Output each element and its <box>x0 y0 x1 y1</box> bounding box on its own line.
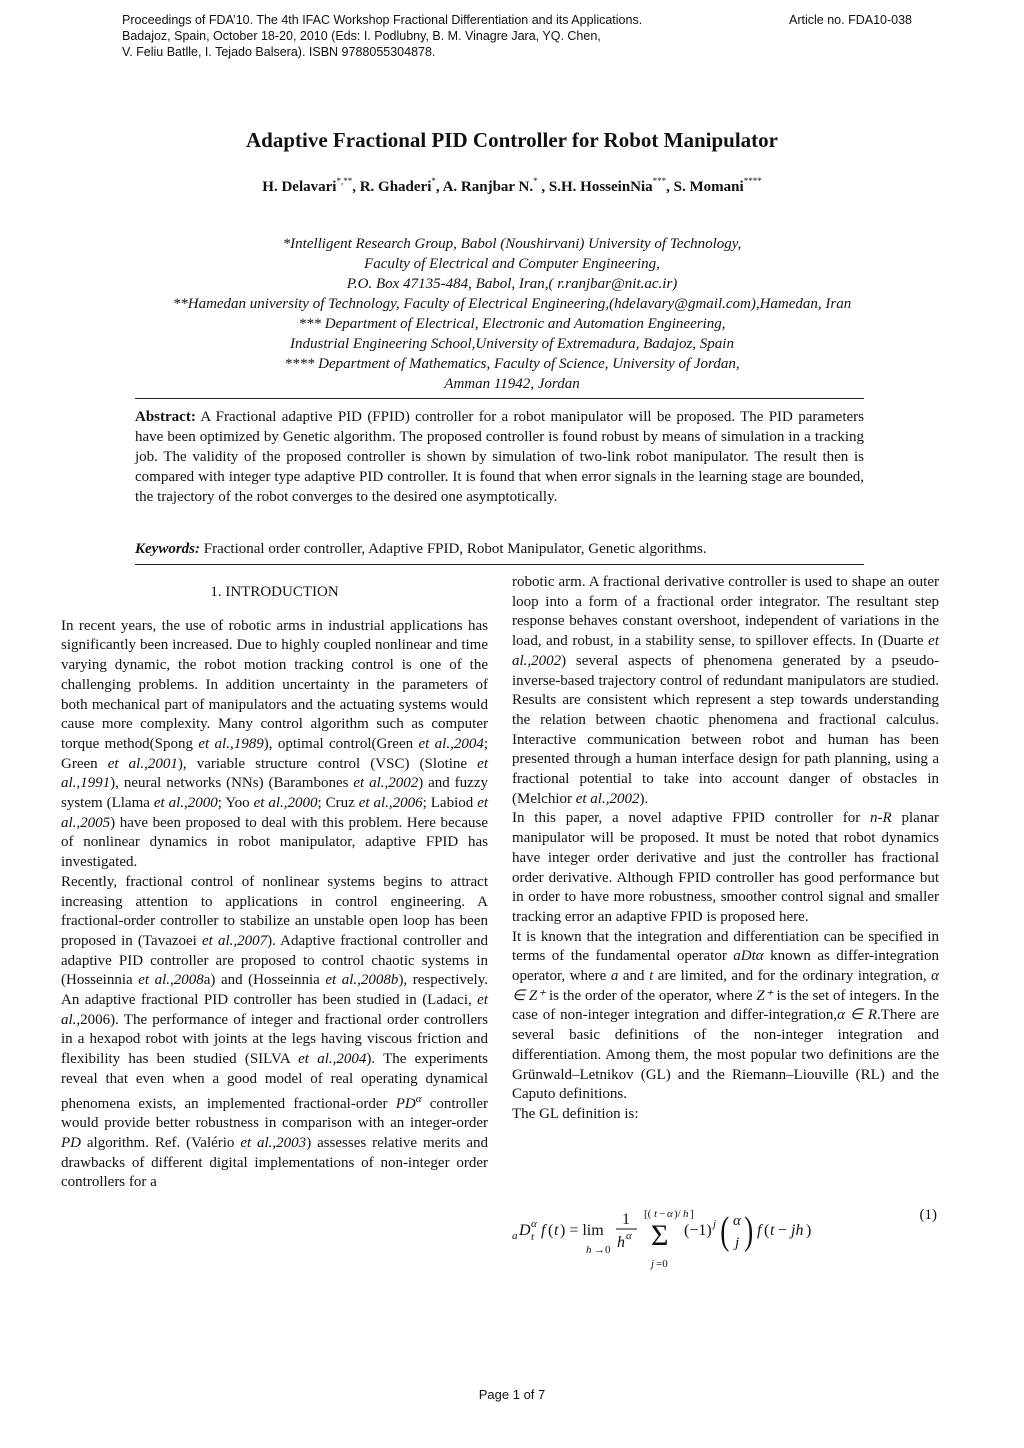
math-a: a <box>610 968 619 985</box>
abstract-label: Abstract: <box>135 409 196 425</box>
affiliation-line: Industrial Engineering School,University of Extremadura, Badajoz, Spain <box>290 336 734 352</box>
intro-paragraph-2 <box>61 873 488 1193</box>
header-line-1: Proceedings of FDA’10. The 4th IFAC Workshop Fractional Differentiation and its Applications. <box>122 13 643 27</box>
text-run: ; Green <box>61 735 489 772</box>
citation: et al.,2004 <box>298 1051 367 1068</box>
text-run: ), respectively. An adaptive fractional PID controller has been studied in (Ladaci, <box>61 972 488 1009</box>
author-mark: * <box>431 176 436 186</box>
svg-text:Σ: Σ <box>651 1219 669 1252</box>
abstract-text: A Fractional adaptive PID (FPID) controller for a robot manipulator will be proposed. The PID parameters have been optimized by Genetic algorithm. The proposed controller is found robust by means of simulation in a tracking job. The validity of the proposed controller is shown by simulation of two-link robot manipulator. The result then is compared with integer type adaptive PID controller. It is found that when error signals in the learning stage are bounded, the trajectory of the robot converges to the desired one asymptotically. <box>135 409 864 505</box>
keywords-text: Fractional order controller, Adaptive FPID, Robot Manipulator, Genetic algorithms. <box>203 541 707 557</box>
citation: et al.,2000 <box>153 795 218 812</box>
author-name: H. Delavari <box>262 179 337 195</box>
affiliation-line: P.O. Box 47135-484, Babol, Iran,( r.ranjbar@nit.ac.ir) <box>346 276 678 292</box>
section-heading: 1. INTRODUCTION <box>210 584 339 600</box>
author-sep: , <box>352 179 360 195</box>
math-nr: n-R <box>870 810 892 827</box>
svg-text:t: t <box>654 1208 658 1220</box>
author-name: S. Momani <box>673 179 744 195</box>
svg-text:t: t <box>554 1222 559 1239</box>
svg-text:−: − <box>659 1208 666 1220</box>
math-alpha-in-r: α ∈ R <box>837 1007 878 1024</box>
text-run: ) and fuzzy system (Llama <box>61 775 488 812</box>
citation: et al.,2008 <box>138 972 204 989</box>
citation: et al.,2002 <box>512 633 939 669</box>
keywords <box>135 539 864 559</box>
citation: et al.,1989 <box>198 735 264 752</box>
svg-text:→0: →0 <box>594 1244 611 1256</box>
svg-text:α: α <box>626 1230 632 1242</box>
math-alpha-in-z: α ∈ Z⁺ <box>512 968 939 1004</box>
text-run: ) have been proposed to deal with this problem. Here because of nonlinear dynamics in robot manipulator, adaptive FPID has investigated. <box>61 814 488 871</box>
text-run: ) several aspects of phenomena generated by a pseudo-inverse-based trajectory control of redundant manipulators are studied. Results are consistent which represent a step towards understanding the relation between chaotic phenomena and fractional calculus. Interactive communication between robot and human has been presented through a human interface design for path planning, using a fractional potential to take into account danger of obstacles in (Melchior <box>512 652 939 807</box>
svg-text:α: α <box>667 1208 673 1220</box>
text-run: and <box>618 968 650 985</box>
svg-text:a: a <box>512 1230 518 1242</box>
page-number: Page 1 of 7 <box>478 1387 546 1402</box>
citation: et al.,2008b <box>325 972 399 989</box>
text-run: In recent years, the use of robotic arms in industrial applications has significantly been increased. Due to highly coupled nonlinear and time varying dynamic, the robot motion tracking control is one of the challenging problems. In addition uncertainty in the parameters of both mechanical part of manipulators and the actuating systems would cause more complexity. Many control algorithm such as computer torque method(Spong <box>61 617 488 752</box>
svg-text:(−1): (−1) <box>684 1222 712 1239</box>
text-run: 2006). The performance of integer and fractional order controllers in a hexapod robot with joints at the legs having viscous friction and flexibility has been studied (SILVA <box>61 1011 488 1068</box>
svg-text:h: h <box>586 1244 592 1256</box>
citation: et al.,2005 <box>61 795 489 831</box>
header-line-3: V. Feliu Batlle, I. Tejado Balsera). ISBN 9788055304878. <box>122 45 436 59</box>
svg-text:f: f <box>757 1222 762 1239</box>
text-run: robotic arm. A fractional derivative controller is used to shape an outer loop into a form of a fractional order integrator. The resultant step response behaves constant overshoot, independent of variations in the load, and robust, in a stability sense, to spillover effects. In (Duarte <box>512 574 939 650</box>
svg-text:jh: jh <box>791 1222 804 1239</box>
left-column <box>61 583 488 1193</box>
gl-definition-formula <box>512 1205 892 1275</box>
citation: et al.,2004 <box>418 735 484 752</box>
svg-text:j: j <box>713 1218 717 1230</box>
citation: et al.,2003 <box>240 1134 307 1151</box>
text-run: algorithm. Ref. (Valério <box>81 1134 241 1151</box>
svg-text:)/: )/ <box>674 1208 681 1220</box>
author-sep: , <box>537 179 549 195</box>
right-paragraph-2 <box>512 809 939 927</box>
svg-text:[(: [( <box>644 1208 652 1220</box>
text-run: ). The experiments reveal that even when a good model of real operating dynamical phenomena exists, an implemented fractional-order <box>61 1051 488 1112</box>
author-name: A. Ranjbar N. <box>442 179 534 195</box>
text-run: a) and (Hosseinnia <box>203 972 326 989</box>
author-list <box>0 176 1024 196</box>
text-run: ) assesses relative merits and drawbacks of different digital implementations of non-integer order controllers for a <box>61 1134 488 1191</box>
right-paragraph-3 <box>512 928 939 1105</box>
text-run: ), neural networks (NNs) (Barambones <box>110 775 354 792</box>
math-pd: PD <box>61 1134 81 1151</box>
header-line-2: Badajoz, Spain, October 18-20, 2010 (Eds: I. Podlubny, B. M. Vinagre Jara, YQ. Chen, <box>122 29 601 43</box>
svg-text:=0: =0 <box>656 1258 668 1270</box>
intro-paragraph-1 <box>61 617 488 873</box>
affiliation-line: **** Department of Mathematics, Faculty of Science, University of Jordan, <box>284 356 740 372</box>
math-t: t <box>649 968 654 985</box>
text-run: controller would provide better robustness in comparison with an integer-order <box>61 1095 489 1132</box>
text-run: is the set of integers. In the case of non-integer integration and differ-integration, <box>512 987 939 1024</box>
math-operator: aDtα <box>733 948 764 965</box>
text-run: ). <box>639 790 649 807</box>
svg-text:j: j <box>651 1258 655 1270</box>
text-run: is the order of the operator, where <box>545 987 757 1004</box>
svg-text:h: h <box>617 1234 625 1251</box>
svg-text:−: − <box>778 1222 788 1239</box>
svg-text:D: D <box>519 1222 531 1239</box>
text-run: known as differ-integration operator, where <box>512 948 940 985</box>
citation: et al.,2001 <box>107 755 178 772</box>
svg-text:f: f <box>541 1222 546 1239</box>
author-name: R. Ghaderi <box>359 179 432 195</box>
text-run: planar manipulator will be proposed. It must be noted that robot dynamics have integer order derivative and just the controller has fractional order derivative. Although FPID controller has good performance but in order to have more robustness, smoother control signal and smaller tracking error an adaptive FPID is proposed here. <box>512 810 939 925</box>
text-run: ), optimal control(Green <box>263 735 419 752</box>
svg-text:α: α <box>733 1213 741 1229</box>
affiliation-line: *Intelligent Research Group, Babol (Noushirvani) University of Technology, <box>282 236 742 252</box>
svg-text:(: ( <box>720 1209 730 1253</box>
text-run: ), variable structure control (VSC) (Slotine <box>177 755 478 772</box>
right-paragraph-4: The GL definition is: <box>512 1105 639 1122</box>
text-run: .There are several basic definitions of the non-integer integration and differentiation. Among them, the most popular two definitions are the Grünwald–Letnikov (GL) and the Riemann–Liouville (RL) and the Caputo definitions. <box>512 1007 939 1103</box>
citation: et al., <box>61 992 488 1028</box>
svg-text:): ) <box>806 1222 812 1239</box>
citation: et al.,2007 <box>201 932 268 949</box>
svg-text:α: α <box>531 1218 537 1230</box>
svg-text:j: j <box>735 1235 740 1251</box>
author-name: S.H. HosseinNia <box>548 179 653 195</box>
text-run: ; Cruz <box>317 795 359 812</box>
text-run: ; Yoo <box>217 795 254 812</box>
rule-bottom <box>135 564 864 565</box>
author-mark: *,** <box>336 176 353 186</box>
math-alpha: α <box>415 1092 422 1105</box>
svg-text:t: t <box>770 1222 775 1239</box>
text-run: Recently, fractional control of nonlinear systems begins to attract increasing attention to applications in control engineering. A fractional-order controller to stabilize an unstable open loop has been proposed in (Tavazoei <box>61 873 488 949</box>
author-sep: , <box>435 179 443 195</box>
text-run: are limited, and for the ordinary integration, <box>653 968 932 985</box>
text-run: It is known that the integration and differentiation can be specified in terms of the fundamental operator <box>512 928 939 965</box>
math-pd: PD <box>395 1095 416 1112</box>
article-number: Article no. FDA10-038 <box>789 13 912 27</box>
citation: et al.,2000 <box>253 795 318 812</box>
paper-title: Adaptive Fractional PID Controller for Robot Manipulator <box>246 128 778 152</box>
citation: et al.,2002 <box>575 790 640 807</box>
svg-text:(: ( <box>548 1222 554 1239</box>
affiliation-line: **Hamedan university of Technology, Faculty of Electrical Engineering,(hdelavary@gmail.com),Hamedan, Iran <box>172 296 852 312</box>
abstract <box>135 407 864 507</box>
citation: et al.,2006 <box>358 795 423 812</box>
rule-top <box>135 398 864 399</box>
right-column <box>512 573 939 1125</box>
affiliation-line: Faculty of Electrical and Computer Engineering, <box>364 256 660 272</box>
affiliation-line: Amman 11942, Jordan <box>444 376 580 392</box>
author-mark: * <box>533 176 538 186</box>
proceedings-header <box>122 12 912 60</box>
keywords-label: Keywords: <box>135 541 200 557</box>
svg-text:(: ( <box>764 1222 770 1239</box>
svg-text:h: h <box>683 1208 689 1220</box>
text-run: ; Labiod <box>422 795 478 812</box>
affiliations <box>0 234 1024 394</box>
equation-number: (1) <box>919 1207 937 1223</box>
right-paragraph-1 <box>512 573 939 809</box>
citation: et al.,1991 <box>61 755 488 792</box>
equation-1 <box>512 1205 939 1275</box>
author-mark: **** <box>743 176 762 186</box>
author-mark: *** <box>652 176 667 186</box>
svg-text:t: t <box>531 1231 535 1243</box>
citation: et al.,2002 <box>353 775 419 792</box>
author-sep: , <box>666 179 674 195</box>
math-z: Z⁺ <box>756 987 773 1004</box>
svg-text:1: 1 <box>622 1211 630 1228</box>
svg-text:) = lim: ) = lim <box>560 1222 604 1239</box>
text-run: ). Adaptive fractional controller and adaptive PID controller are proposed to control chaotic systems in (Hosseinnia <box>61 932 488 989</box>
svg-text:): ) <box>744 1209 754 1253</box>
affiliation-line: *** Department of Electrical, Electronic and Automation Engineering, <box>298 316 726 332</box>
text-run: In this paper, a novel adaptive FPID controller for <box>512 810 871 827</box>
svg-text:]: ] <box>690 1208 694 1220</box>
